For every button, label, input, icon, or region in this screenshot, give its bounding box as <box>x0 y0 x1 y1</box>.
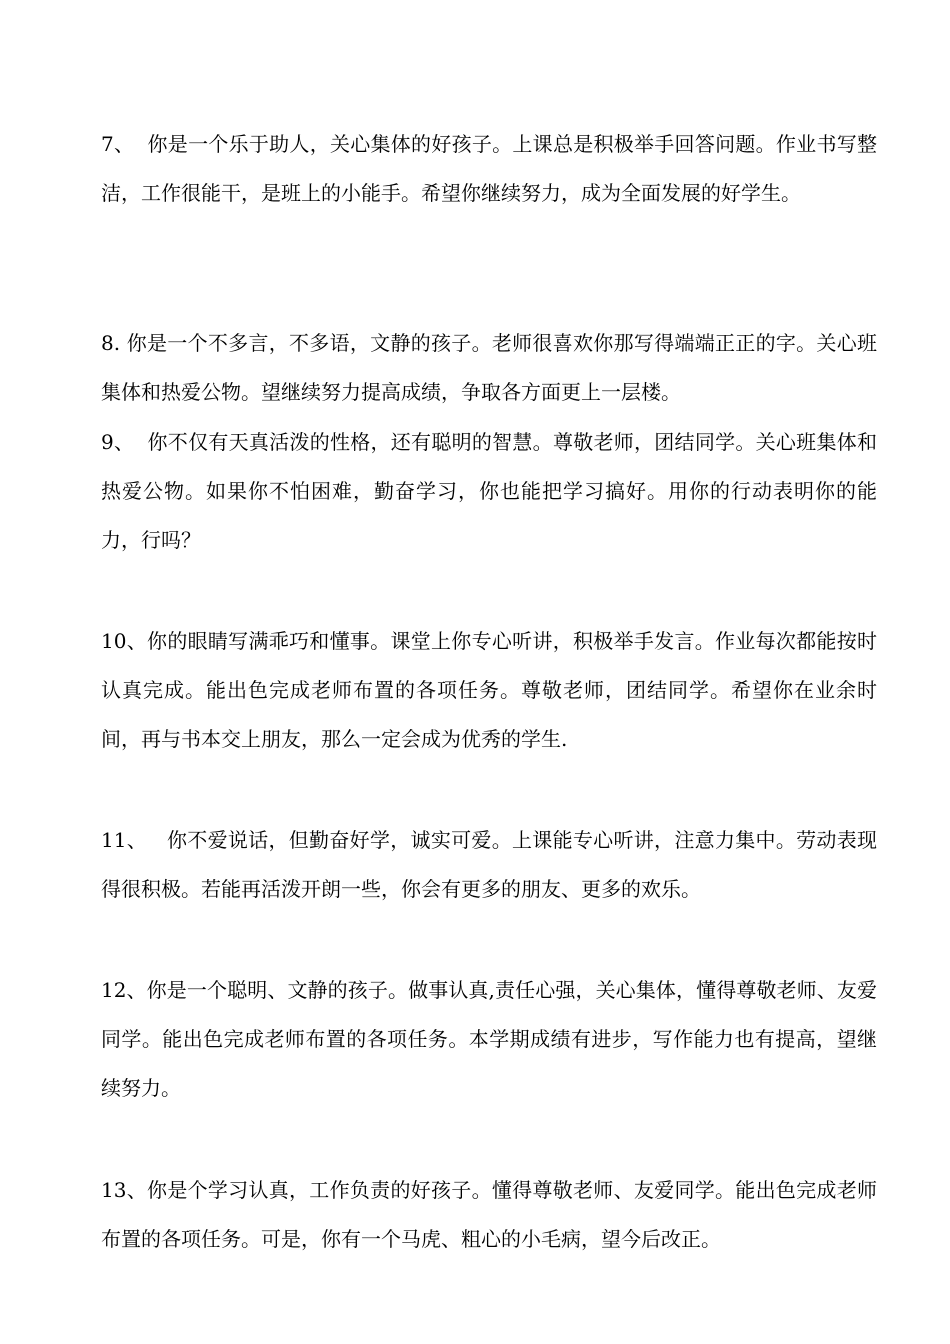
paragraph-number: 10、 <box>101 629 148 653</box>
comment-paragraph-13 <box>101 1166 877 1264</box>
comment-paragraph-10 <box>101 617 877 764</box>
paragraph-text: 你是一个不多言，不多语，文静的孩子。老师很喜欢你那写得端端正正的字。关心班集体和热爱公物。望继续努力提高成绩，争取各方面更上一层楼。 <box>101 331 877 404</box>
comment-paragraph-7 <box>101 120 877 218</box>
paragraph-number: 9、 <box>101 430 148 454</box>
paragraph-number: 11、 <box>101 828 167 852</box>
paragraph-number: 12、 <box>101 978 147 1002</box>
paragraph-text: 你不仅有天真活泼的性格，还有聪明的智慧。尊敬老师，团结同学。关心班集体和热爱公物。如果你不怕困难，勤奋学习，你也能把学习搞好。用你的行动表明你的能力，行吗？ <box>101 430 877 552</box>
paragraph-text: 你是个学习认真，工作负责的好孩子。懂得尊敬老师、友爱同学。能出色完成老师布置的各项任务。可是，你有一个马虎、粗心的小毛病，望今后改正。 <box>101 1178 878 1251</box>
paragraph-text: 你是一个乐于助人，关心集体的好孩子。上课总是积极举手回答问题。作业书写整洁，工作很能干，是班上的小能手。希望你继续努力，成为全面发展的好学生。 <box>101 132 877 205</box>
comment-paragraph-12 <box>101 966 877 1113</box>
paragraph-number: 13、 <box>101 1178 148 1202</box>
comment-paragraph-8 <box>101 319 877 417</box>
paragraph-text: 你的眼睛写满乖巧和懂事。课堂上你专心听讲，积极举手发言。作业每次都能按时认真完成。能出色完成老师布置的各项任务。尊敬老师，团结同学。希望你在业余时间，再与书本交上朋友，那么一定会成为优秀的学生. <box>101 629 878 751</box>
comment-paragraph-9 <box>101 418 877 565</box>
paragraph-text: 你是一个聪明、文静的孩子。做事认真,责任心强，关心集体，懂得尊敬老师、友爱同学。能出色完成老师布置的各项任务。本学期成绩有进步，写作能力也有提高，望继续努力。 <box>101 978 877 1100</box>
paragraph-number: 7、 <box>101 132 148 156</box>
comment-paragraph-11 <box>101 816 877 914</box>
paragraph-number: 8. <box>101 331 127 355</box>
paragraph-text: 你不爱说话，但勤奋好学，诚实可爱。上课能专心听讲，注意力集中。劳动表现得很积极。若能再活泼开朗一些，你会有更多的朋友、更多的欢乐。 <box>101 828 877 901</box>
